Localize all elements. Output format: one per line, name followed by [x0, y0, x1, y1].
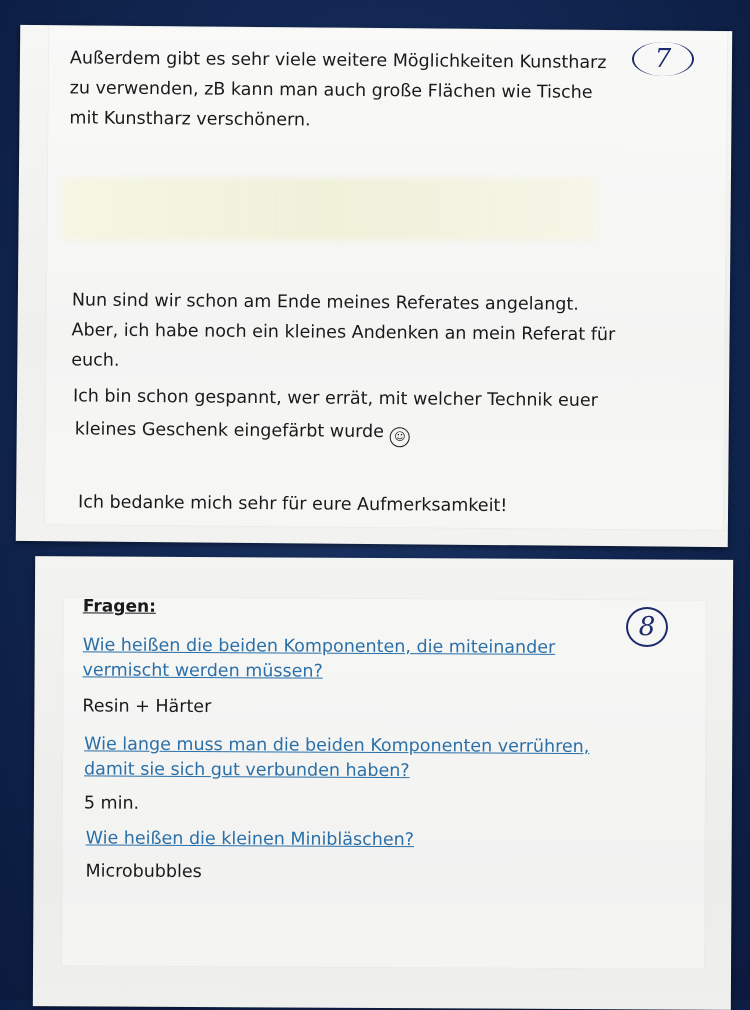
paragraph-3-line-2: [75, 414, 410, 447]
paragraph-2-line-2: Aber, ich habe noch ein kleines Andenken an mein Referat für: [71, 320, 616, 346]
question-2-line-2: damit sie sich gut verbunden haben?: [84, 759, 410, 782]
smiley-icon: ☺: [390, 427, 410, 447]
paragraph-2-line-1: Nun sind wir schon am Ende meines Referates angelangt.: [71, 290, 579, 315]
answer-3: Microbubbles: [85, 861, 202, 883]
question-2-line-1: Wie lange muss man die beiden Komponenten verrühren,: [84, 734, 590, 758]
question-1-line-1: Wie heißen die beiden Komponenten, die miteinander: [82, 635, 556, 658]
questions-heading: Fragen:: [82, 596, 156, 617]
paragraph-1-line-2: zu verwenden, zB kann man auch große Flächen wie Tische: [69, 78, 593, 103]
question-3: Wie heißen die kleinen Minibläschen?: [85, 828, 415, 851]
paragraph-2-line-3: euch.: [71, 350, 120, 371]
page-number-8: 8: [626, 607, 668, 647]
paragraph-3-line-1: Ich bin schon gespannt, wer errät, mit welcher Technik euer: [72, 386, 598, 411]
answer-2: 5 min.: [83, 793, 140, 814]
paragraph-3-line-2-text: kleines Geschenk eingefärbt wurde: [74, 419, 385, 443]
question-1-line-2: vermischt werden müssen?: [82, 660, 323, 682]
page-number-7: 7: [632, 42, 694, 76]
paragraph-1-line-1: Außerdem gibt es sehr viele weitere Möglichkeiten Kunstharz: [69, 48, 607, 74]
card-page-7: [16, 25, 732, 547]
closing-text: Ich bedanke mich sehr für eure Aufmerksamkeit!: [78, 492, 508, 517]
paragraph-1-line-3: mit Kunstharz verschönern.: [69, 108, 311, 131]
answer-1: Resin + Härter: [82, 696, 212, 718]
blurred-region: [62, 178, 597, 240]
